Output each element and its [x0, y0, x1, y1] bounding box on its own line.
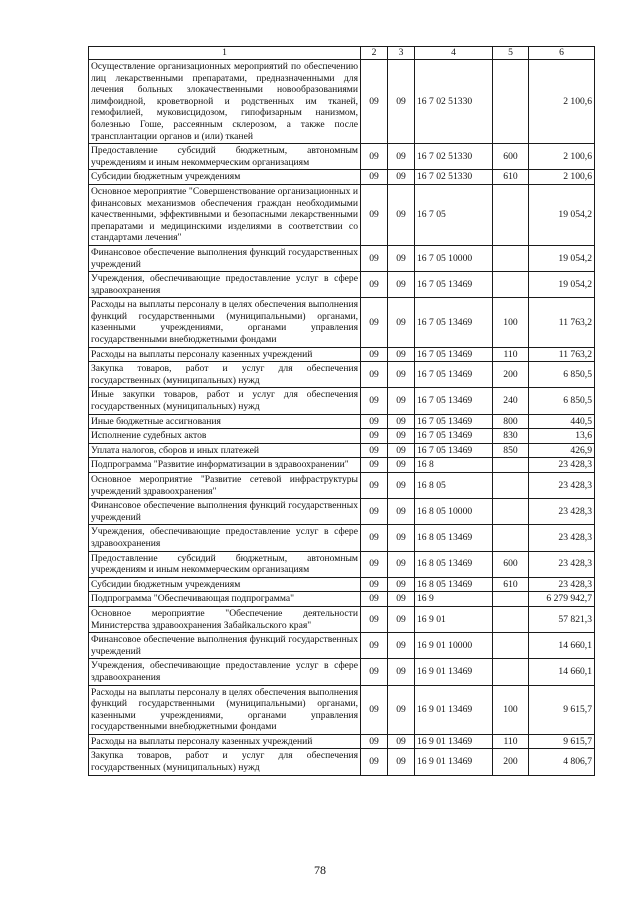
- section-code: 09: [361, 685, 388, 734]
- subsection-code: 09: [388, 298, 415, 347]
- subsection-code: 09: [388, 592, 415, 607]
- subsection-code: 09: [388, 170, 415, 185]
- table-row: [89, 272, 595, 298]
- target-article-code: 16 7 05: [415, 184, 493, 245]
- expense-type-code: 240: [493, 388, 529, 414]
- expense-type-code: [493, 592, 529, 607]
- table-row: [89, 429, 595, 444]
- section-code: 09: [361, 388, 388, 414]
- item-name: Финансовое обеспечение выполнения функций государственных учреждений: [89, 633, 361, 659]
- subsection-code: 09: [388, 245, 415, 271]
- item-name: Расходы на выплаты персоналу в целях обеспечения выполнения функций государственными (муниципальными) органами, казенными учреждениями, органами управления государственными внебюджетными фондами: [89, 685, 361, 734]
- table-row: [89, 184, 595, 245]
- table-row: [89, 551, 595, 577]
- expense-type-code: 800: [493, 414, 529, 429]
- subsection-code: 09: [388, 606, 415, 632]
- header-col-1: 1: [89, 47, 361, 60]
- amount: 23 428,3: [529, 577, 595, 592]
- amount: 9 615,7: [529, 734, 595, 749]
- target-article-code: 16 8 05 13469: [415, 525, 493, 551]
- subsection-code: 09: [388, 458, 415, 473]
- expense-type-code: [493, 458, 529, 473]
- item-name: Расходы на выплаты персоналу казенных учреждений: [89, 347, 361, 362]
- expense-type-code: [493, 659, 529, 685]
- target-article-code: 16 9 01 10000: [415, 633, 493, 659]
- item-name: Иные закупки товаров, работ и услуг для обеспечения государственных (муниципальных) нужд: [89, 388, 361, 414]
- item-name: Осуществление организационных мероприятий по обеспечению лиц лекарственными препаратами, предназначенными для лечения больных злокачественными новообразованиями лимфоидной, кроветворной и родственных им тканей, гемофилией, муковисцидозом, гипофизарным нанизмом, болезнью Гоше, рассеянным склерозом, а также после трансплантации органов и (или) тканей: [89, 60, 361, 144]
- header-col-4: 4: [415, 47, 493, 60]
- subsection-code: 09: [388, 144, 415, 170]
- expense-type-code: [493, 184, 529, 245]
- section-code: 09: [361, 443, 388, 458]
- section-code: 09: [361, 473, 388, 499]
- item-name: Финансовое обеспечение выполнения функций государственных учреждений: [89, 245, 361, 271]
- section-code: 09: [361, 429, 388, 444]
- amount: 19 054,2: [529, 245, 595, 271]
- amount: 440,5: [529, 414, 595, 429]
- expense-type-code: 110: [493, 347, 529, 362]
- table-row: [89, 499, 595, 525]
- subsection-code: 09: [388, 473, 415, 499]
- subsection-code: 09: [388, 659, 415, 685]
- section-code: 09: [361, 458, 388, 473]
- table-row: [89, 144, 595, 170]
- section-code: 09: [361, 362, 388, 388]
- subsection-code: 09: [388, 551, 415, 577]
- amount: 23 428,3: [529, 473, 595, 499]
- target-article-code: 16 7 05 13469: [415, 272, 493, 298]
- expense-type-code: [493, 606, 529, 632]
- amount: 2 100,6: [529, 170, 595, 185]
- expense-type-code: 600: [493, 551, 529, 577]
- expense-type-code: [493, 499, 529, 525]
- amount: 6 279 942,7: [529, 592, 595, 607]
- amount: 11 763,2: [529, 347, 595, 362]
- target-article-code: 16 8 05 13469: [415, 551, 493, 577]
- amount: 23 428,3: [529, 525, 595, 551]
- item-name: Уплата налогов, сборов и иных платежей: [89, 443, 361, 458]
- amount: 23 428,3: [529, 458, 595, 473]
- section-code: 09: [361, 60, 388, 144]
- amount: 57 821,3: [529, 606, 595, 632]
- expense-type-code: [493, 473, 529, 499]
- table-row: [89, 606, 595, 632]
- target-article-code: 16 7 02 51330: [415, 170, 493, 185]
- target-article-code: 16 9 01 13469: [415, 749, 493, 775]
- section-code: 09: [361, 272, 388, 298]
- target-article-code: 16 7 05 13469: [415, 414, 493, 429]
- header-col-5: 5: [493, 47, 529, 60]
- target-article-code: 16 8 05: [415, 473, 493, 499]
- item-name: Предоставление субсидий бюджетным, автономным учреждениям и иным некоммерческим организациям: [89, 144, 361, 170]
- target-article-code: 16 8 05 10000: [415, 499, 493, 525]
- expense-type-code: 610: [493, 170, 529, 185]
- target-article-code: 16 7 02 51330: [415, 60, 493, 144]
- section-code: 09: [361, 170, 388, 185]
- expense-type-code: [493, 633, 529, 659]
- item-name: Подпрограмма "Обеспечивающая подпрограмма": [89, 592, 361, 607]
- section-code: 09: [361, 525, 388, 551]
- subsection-code: 09: [388, 414, 415, 429]
- target-article-code: 16 9 01 13469: [415, 734, 493, 749]
- header-col-3: 3: [388, 47, 415, 60]
- item-name: Учреждения, обеспечивающие предоставление услуг в сфере здравоохранения: [89, 525, 361, 551]
- table-row: [89, 525, 595, 551]
- amount: 19 054,2: [529, 184, 595, 245]
- amount: 23 428,3: [529, 499, 595, 525]
- amount: 2 100,6: [529, 60, 595, 144]
- subsection-code: 09: [388, 388, 415, 414]
- subsection-code: 09: [388, 685, 415, 734]
- target-article-code: 16 9 01 13469: [415, 659, 493, 685]
- item-name: Предоставление субсидий бюджетным, автономным учреждениям и иным некоммерческим организациям: [89, 551, 361, 577]
- amount: 11 763,2: [529, 298, 595, 347]
- amount: 6 850,5: [529, 362, 595, 388]
- amount: 13,6: [529, 429, 595, 444]
- subsection-code: 09: [388, 749, 415, 775]
- table-body: [89, 60, 595, 776]
- subsection-code: 09: [388, 525, 415, 551]
- expense-type-code: [493, 272, 529, 298]
- target-article-code: 16 8: [415, 458, 493, 473]
- subsection-code: 09: [388, 633, 415, 659]
- subsection-code: 09: [388, 577, 415, 592]
- amount: 4 806,7: [529, 749, 595, 775]
- item-name: Расходы на выплаты персоналу в целях обеспечения выполнения функций государственными (муниципальными) органами, казенными учреждениями, органами управления государственными внебюджетными фондами: [89, 298, 361, 347]
- section-code: 09: [361, 551, 388, 577]
- target-article-code: 16 7 05 13469: [415, 388, 493, 414]
- item-name: Иные бюджетные ассигнования: [89, 414, 361, 429]
- amount: 19 054,2: [529, 272, 595, 298]
- table-row: [89, 577, 595, 592]
- target-article-code: 16 9 01: [415, 606, 493, 632]
- table-row: [89, 347, 595, 362]
- expense-type-code: 610: [493, 577, 529, 592]
- table-row: [89, 170, 595, 185]
- table-row: [89, 298, 595, 347]
- page-number: 78: [314, 863, 326, 877]
- expense-type-code: 110: [493, 734, 529, 749]
- subsection-code: 09: [388, 429, 415, 444]
- header-col-6: 6: [529, 47, 595, 60]
- item-name: Закупка товаров, работ и услуг для обеспечения государственных (муниципальных) нужд: [89, 362, 361, 388]
- table-row: [89, 362, 595, 388]
- expense-type-code: 830: [493, 429, 529, 444]
- subsection-code: 09: [388, 362, 415, 388]
- budget-table: [88, 46, 595, 776]
- subsection-code: 09: [388, 60, 415, 144]
- table-row: [89, 473, 595, 499]
- target-article-code: 16 7 05 13469: [415, 443, 493, 458]
- header-col-2: 2: [361, 47, 388, 60]
- section-code: 09: [361, 633, 388, 659]
- table-row: [89, 685, 595, 734]
- section-code: 09: [361, 347, 388, 362]
- expense-type-code: 100: [493, 298, 529, 347]
- item-name: Учреждения, обеспечивающие предоставление услуг в сфере здравоохранения: [89, 659, 361, 685]
- section-code: 09: [361, 606, 388, 632]
- table-row: [89, 659, 595, 685]
- header-row: [89, 47, 595, 60]
- section-code: 09: [361, 298, 388, 347]
- section-code: 09: [361, 592, 388, 607]
- subsection-code: 09: [388, 184, 415, 245]
- table-row: [89, 458, 595, 473]
- amount: 14 660,1: [529, 633, 595, 659]
- item-name: Субсидии бюджетным учреждениям: [89, 170, 361, 185]
- item-name: Закупка товаров, работ и услуг для обеспечения государственных (муниципальных) нужд: [89, 749, 361, 775]
- table-row: [89, 414, 595, 429]
- item-name: Исполнение судебных актов: [89, 429, 361, 444]
- table-row: [89, 388, 595, 414]
- item-name: Учреждения, обеспечивающие предоставление услуг в сфере здравоохранения: [89, 272, 361, 298]
- subsection-code: 09: [388, 734, 415, 749]
- section-code: 09: [361, 245, 388, 271]
- item-name: Расходы на выплаты персоналу казенных учреждений: [89, 734, 361, 749]
- amount: 2 100,6: [529, 144, 595, 170]
- target-article-code: 16 7 05 13469: [415, 429, 493, 444]
- table-row: [89, 633, 595, 659]
- item-name: Подпрограмма "Развитие информатизации в здравоохранении": [89, 458, 361, 473]
- section-code: 09: [361, 734, 388, 749]
- expense-type-code: [493, 60, 529, 144]
- expense-type-code: 600: [493, 144, 529, 170]
- table-row: [89, 60, 595, 144]
- subsection-code: 09: [388, 347, 415, 362]
- target-article-code: 16 9 01 13469: [415, 685, 493, 734]
- section-code: 09: [361, 414, 388, 429]
- table-row: [89, 749, 595, 775]
- item-name: Основное мероприятие "Совершенствование организационных и финансовых механизмов обеспечения граждан необходимыми качественными, эффективными и безопасными лекарственными препаратами и медицинскими изделиями в соответствии со стандартами лечения": [89, 184, 361, 245]
- table-header: [89, 47, 595, 60]
- item-name: Субсидии бюджетным учреждениям: [89, 577, 361, 592]
- target-article-code: 16 7 05 13469: [415, 298, 493, 347]
- target-article-code: 16 7 02 51330: [415, 144, 493, 170]
- item-name: Основное мероприятие "Развитие сетевой инфраструктуры учреждений здравоохранения": [89, 473, 361, 499]
- expense-type-code: 100: [493, 685, 529, 734]
- amount: 9 615,7: [529, 685, 595, 734]
- section-code: 09: [361, 749, 388, 775]
- subsection-code: 09: [388, 499, 415, 525]
- expense-type-code: [493, 525, 529, 551]
- amount: 426,9: [529, 443, 595, 458]
- amount: 6 850,5: [529, 388, 595, 414]
- item-name: Финансовое обеспечение выполнения функций государственных учреждений: [89, 499, 361, 525]
- subsection-code: 09: [388, 443, 415, 458]
- target-article-code: 16 7 05 13469: [415, 362, 493, 388]
- expense-type-code: 200: [493, 362, 529, 388]
- expense-type-code: 850: [493, 443, 529, 458]
- target-article-code: 16 7 05 10000: [415, 245, 493, 271]
- expense-type-code: [493, 245, 529, 271]
- item-name: Основное мероприятие "Обеспечение деятельности Министерства здравоохранения Забайкальского края": [89, 606, 361, 632]
- table-row: [89, 734, 595, 749]
- section-code: 09: [361, 184, 388, 245]
- table-row: [89, 245, 595, 271]
- target-article-code: 16 7 05 13469: [415, 347, 493, 362]
- section-code: 09: [361, 659, 388, 685]
- table-row: [89, 592, 595, 607]
- section-code: 09: [361, 577, 388, 592]
- table-row: [89, 443, 595, 458]
- subsection-code: 09: [388, 272, 415, 298]
- section-code: 09: [361, 144, 388, 170]
- section-code: 09: [361, 499, 388, 525]
- target-article-code: 16 9: [415, 592, 493, 607]
- amount: 23 428,3: [529, 551, 595, 577]
- expense-type-code: 200: [493, 749, 529, 775]
- amount: 14 660,1: [529, 659, 595, 685]
- target-article-code: 16 8 05 13469: [415, 577, 493, 592]
